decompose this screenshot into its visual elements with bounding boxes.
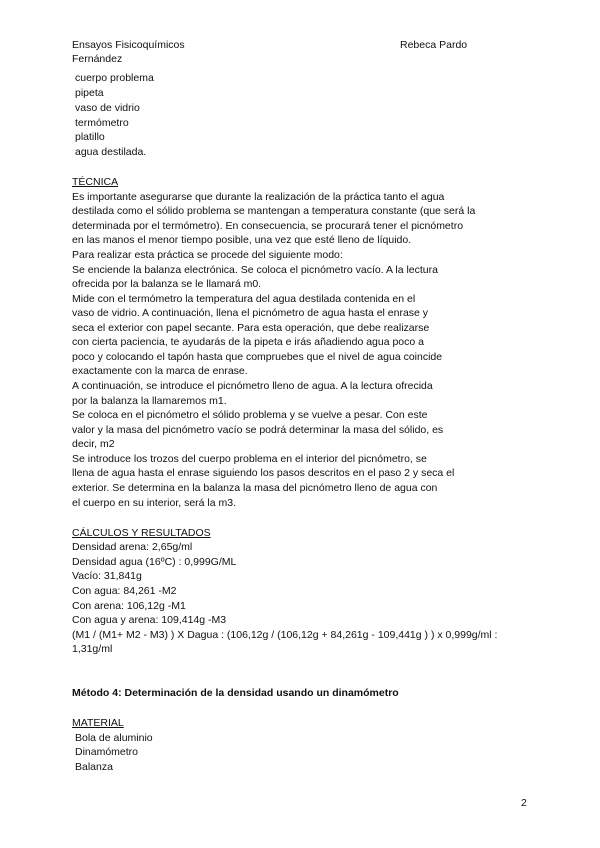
result-line: Con agua: 84,261 -M2 (72, 585, 177, 597)
paragraph-line: determinada por el termómetro). En consecuencia, se procurará tener el picnómetro (72, 220, 464, 232)
list-item: Bola de aluminio (75, 732, 153, 744)
paragraph-line: en las manos el menor tiempo posible, una vez que esté lleno de líquido. (72, 234, 412, 246)
list-item: agua destilada. (75, 146, 147, 158)
paragraph-line: Mide con el termómetro la temperatura del agua destilada contenida en el (72, 293, 416, 305)
paragraph-line: con cierta paciencia, te ayudarás de la pipeta e irás añadiendo agua poco a (72, 336, 424, 348)
paragraph-line: poco y colocando el tapón hasta que compruebes que el nivel de agua coincide (72, 351, 443, 363)
paragraph-line: Se enciende la balanza electrónica. Se coloca el picnómetro vacío. A la lectura (72, 264, 438, 276)
list-item: pipeta (75, 87, 104, 99)
page-number: 2 (521, 797, 527, 809)
list-item: cuerpo problema (75, 72, 154, 84)
result-line: Con agua y arena: 109,414g -M3 (72, 614, 227, 626)
paragraph-line: Se introduce los trozos del cuerpo problema en el interior del picnómetro, se (72, 453, 427, 465)
paragraph-line: Para realizar esta práctica se procede del siguiente modo: (72, 249, 343, 261)
paragraph-line: llena de agua hasta el enrase siguiendo los pasos descritos en el paso 2 y seca el (72, 467, 455, 479)
paragraph-line: Es importante asegurarse que durante la realización de la práctica tanto el agua (72, 191, 445, 203)
section-heading: CÁLCULOS Y RESULTADOS (72, 527, 211, 539)
list-item: Dinamómetro (75, 746, 139, 758)
section-heading: TÉCNICA (72, 176, 119, 188)
header-author: Rebeca Pardo (400, 39, 468, 51)
result-line: Con arena: 106,12g -M1 (72, 600, 186, 612)
list-item: Balanza (75, 761, 113, 773)
paragraph-line: ofrecida por la balanza se le llamará m0. (72, 278, 262, 290)
list-item: termómetro (75, 117, 129, 129)
paragraph-line: el cuerpo en su interior, será la m3. (72, 497, 237, 509)
list-item: platillo (75, 131, 105, 143)
paragraph-line: A continuación, se introduce el picnómetro lleno de agua. A la lectura ofrecida (72, 380, 433, 392)
result-line: Densidad arena: 2,65g/ml (72, 541, 193, 553)
section-heading: MATERIAL (72, 717, 124, 729)
paragraph-line: decir, m2 (72, 438, 115, 450)
method-title: Método 4: Determinación de la densidad usando un dinamómetro (72, 687, 399, 699)
paragraph-line: valor y la masa del picnómetro vacío se podrá determinar la masa del sólido, es (72, 424, 444, 436)
header-author-surname: Fernández (72, 53, 123, 65)
result-line: Densidad agua (16ºC) : 0,999G/ML (72, 556, 237, 568)
formula-line: (M1 / (M1+ M2 - M3) ) X Dagua : (106,12g / (106,12g + 84,261g - 109,441g ) ) x 0,999g/ml : (72, 629, 498, 641)
paragraph-line: vaso de vidrio. A continuación, llena el picnómetro de agua hasta el enrase y (72, 307, 429, 319)
result-line: Vacío: 31,841g (72, 570, 142, 582)
list-item: vaso de vidrio (75, 102, 140, 114)
formula-result: 1,31g/ml (72, 643, 113, 655)
paragraph-line: destilada como el sólido problema se mantengan a temperatura constante (que será la (72, 205, 476, 217)
paragraph-line: exactamente con la marca de enrase. (72, 365, 248, 377)
paragraph-line: exterior. Se determina en la balanza la masa del picnómetro lleno de agua con (72, 482, 438, 494)
header-course: Ensayos Fisicoquímicos (72, 39, 185, 51)
paragraph-line: seca el exterior con papel secante. Para esta operación, que debe realizarse (72, 322, 430, 334)
paragraph-line: por la balanza la llamaremos m1. (72, 395, 227, 407)
paragraph-line: Se coloca en el picnómetro el sólido problema y se vuelve a pesar. Con este (72, 409, 428, 421)
